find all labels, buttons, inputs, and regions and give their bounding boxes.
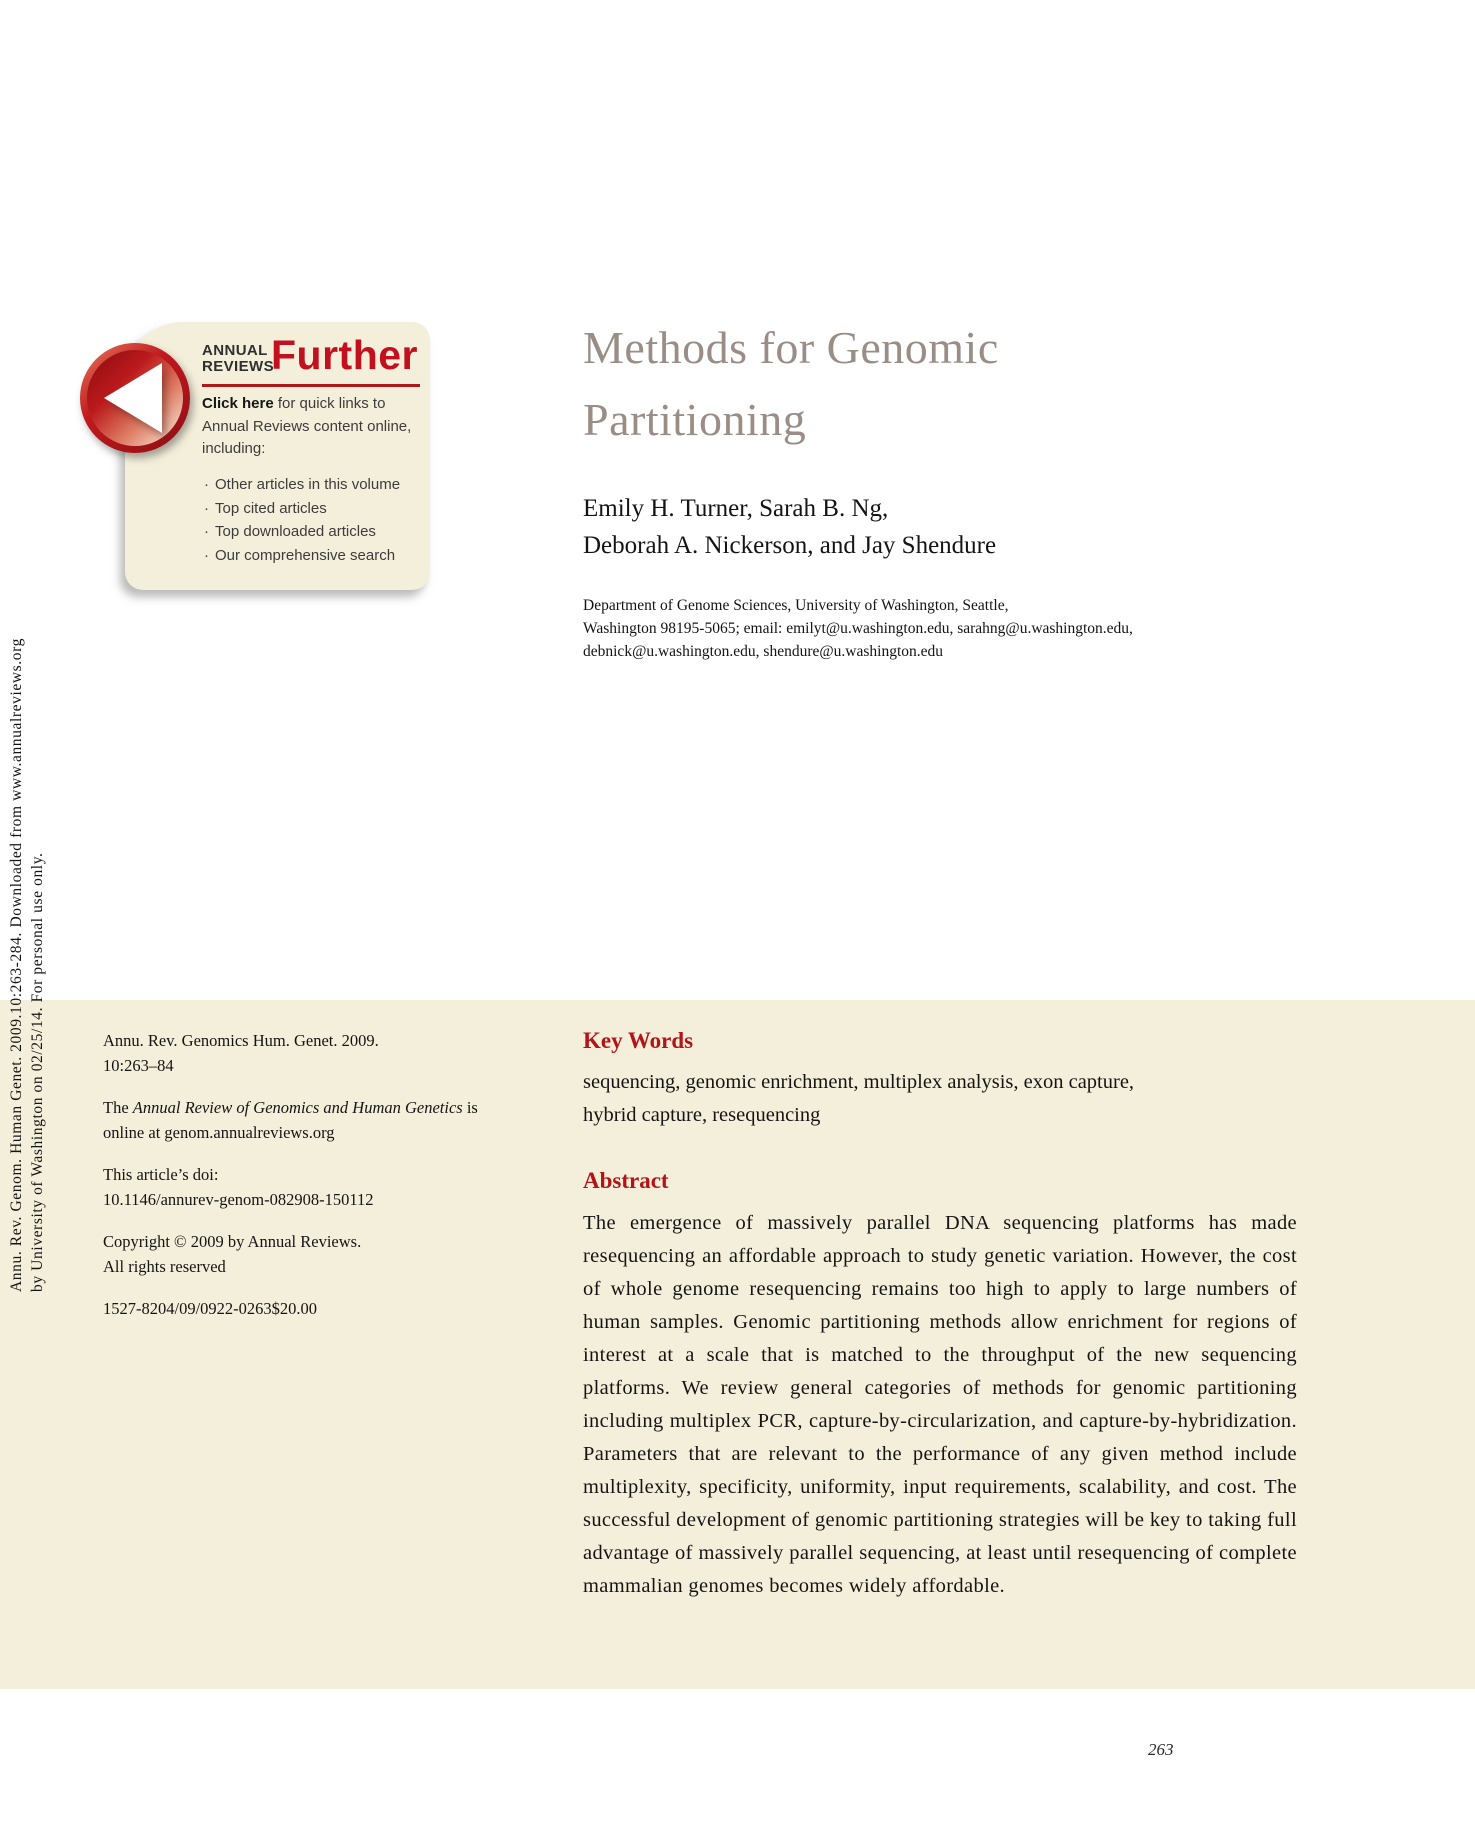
back-arrow-icon [104,363,162,433]
authors-line2: Deborah A. Nickerson, and Jay Shendure [583,532,997,559]
copyright-line2: All rights reserved [103,1257,226,1276]
author-list [583,490,996,564]
annual-reviews-further-panel [125,322,430,590]
doi-value: 10.1146/annurev-genom-082908-150112 [103,1190,374,1209]
online-availability-post: is online at genom.annualreviews.org [103,1098,478,1142]
download-provenance-note [6,638,48,1292]
online-availability [103,1095,513,1145]
further-link-top-cited[interactable]: · Top cited articles [204,497,400,521]
further-link-other-articles[interactable]: · Other articles in this volume [204,473,400,497]
journal-name-italic: Annual Review of Genomics and Human Genetics [132,1098,463,1117]
wordmark-line2: REVIEWS [202,357,274,375]
keywords-heading: Key Words [583,1028,694,1053]
provenance-line2: by University of Washington on 02/25/14. For personal use only. [29,852,46,1292]
online-availability-pre: The [103,1098,133,1117]
annual-reviews-wordmark [202,343,274,374]
page-number: 263 [1148,1740,1174,1759]
journal-reference-line2: 10:263–84 [103,1056,174,1075]
keywords-line2: hybrid capture, resequencing [583,1104,821,1126]
abstract-text: The emergence of massively parallel DNA sequencing platforms has made resequencing an affordable approach to study genetic variation. However, the cost of whole genome resequencing remains too high to apply to large numbers of human samples. Genomic partitioning methods allow enrichment for regions of interest at a scale that is matched to the throughput of the new sequencing platforms. We review general categories of methods for genomic partitioning including multiplex PCR, capture-by-circularization, and capture-by-hybridization. Parameters that are relevant to the performance of any given method include multiplexity, specificity, uniformity, input requirements, scalability, and cost. The successful development of genomic partitioning strategies will be key to taking full advantage of massively parallel sequencing, at least until resequencing of complete mammalian genomes becomes widely affordable. [583,1212,1297,1597]
keywords-line1: sequencing, genomic enrichment, multiplex analysis, exon capture, [583,1071,1135,1093]
issn-code: 1527-8204/09/0922-0263$20.00 [103,1299,318,1318]
abstract-heading: Abstract [583,1168,669,1193]
affiliation-line3: debnick@u.washington.edu, shendure@u.washington.edu [583,643,944,660]
article-title [583,312,999,456]
copyright-line1: Copyright © 2009 by Annual Reviews. [103,1232,362,1251]
keywords-text [583,1066,1297,1132]
further-intro [202,393,434,461]
wordmark-line1: ANNUAL [202,342,268,359]
logo-inner-disc [87,350,183,446]
further-link-top-downloaded[interactable]: · Top downloaded articles [204,520,400,544]
article-title-line1: Methods for Genomic [583,322,999,373]
authors-line1: Emily H. Turner, Sarah B. Ng, [583,495,889,522]
affiliation-block [583,594,1133,663]
further-title: Further [271,332,418,378]
copyright-block [103,1229,513,1279]
click-here-link[interactable]: Click here [202,395,274,412]
doi-label: This article’s doi: [103,1165,219,1184]
provenance-line1: Annu. Rev. Genom. Human Genet. 2009.10:263-284. Downloaded from www.annualreviews.org [8,638,25,1292]
abstract-column [583,1026,1297,1603]
further-divider [202,384,420,387]
affiliation-line2: Washington 98195-5065; email: emilyt@u.washington.edu, sarahng@u.washington.edu, [583,620,1133,637]
journal-reference-line1: Annu. Rev. Genomics Hum. Genet. 2009. [103,1031,379,1050]
further-intro-rest: for quick links to Annual Reviews content online, including: [202,395,412,457]
journal-reference [103,1028,513,1078]
abstract-band [0,1000,1475,1689]
further-link-comprehensive-search[interactable]: · Our comprehensive search [204,544,400,568]
affiliation-line1: Department of Genome Sciences, University of Washington, Seattle, [583,597,1009,614]
article-title-line2: Partitioning [583,394,807,445]
annual-reviews-logo[interactable] [80,343,190,453]
citation-column [103,1028,513,1338]
further-links-list [204,473,400,567]
doi-block [103,1162,513,1212]
